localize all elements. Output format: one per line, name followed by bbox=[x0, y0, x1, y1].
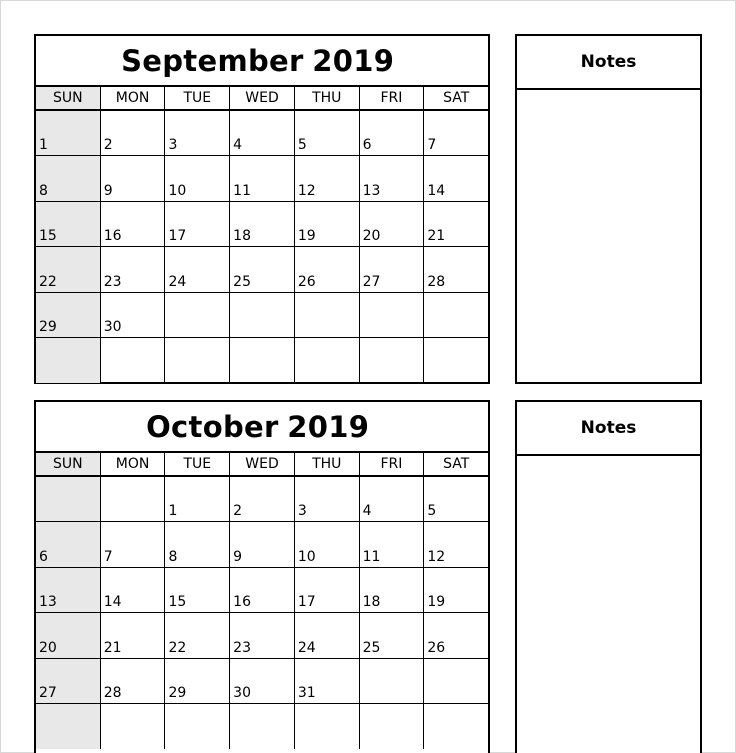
day-cell[interactable] bbox=[294, 522, 359, 566]
day-cell[interactable] bbox=[294, 156, 359, 200]
notes-panel-september bbox=[515, 34, 702, 384]
day-number: 27 bbox=[362, 273, 381, 290]
day-cell[interactable] bbox=[359, 156, 424, 200]
day-cell[interactable] bbox=[359, 659, 424, 703]
day-number: 14 bbox=[427, 182, 446, 199]
day-cell[interactable] bbox=[100, 338, 165, 383]
day-number: 22 bbox=[39, 273, 57, 290]
day-cell[interactable] bbox=[164, 522, 229, 566]
day-cell[interactable] bbox=[36, 613, 100, 657]
day-cell[interactable] bbox=[423, 477, 488, 521]
day-number: 4 bbox=[362, 503, 372, 520]
day-number: 6 bbox=[39, 548, 48, 565]
calendar-title bbox=[36, 36, 488, 87]
weekday-mon: MON bbox=[100, 453, 165, 475]
day-cell[interactable] bbox=[100, 247, 165, 291]
day-number: 1 bbox=[168, 503, 178, 520]
day-cell[interactable] bbox=[36, 659, 100, 703]
day-cell[interactable] bbox=[164, 247, 229, 291]
day-cell[interactable] bbox=[229, 111, 294, 155]
day-cell[interactable] bbox=[100, 659, 165, 703]
day-number: 29 bbox=[168, 684, 187, 701]
day-number: 7 bbox=[103, 548, 113, 565]
day-number: 30 bbox=[233, 684, 251, 701]
day-number: 3 bbox=[168, 137, 178, 154]
week-row bbox=[36, 613, 488, 658]
week-row bbox=[36, 659, 488, 704]
notes-area[interactable] bbox=[517, 456, 700, 753]
day-cell[interactable] bbox=[294, 704, 359, 749]
day-number: 22 bbox=[168, 639, 187, 656]
weekday-mon: MON bbox=[100, 87, 165, 109]
month-name: September bbox=[121, 44, 304, 78]
day-number: 9 bbox=[103, 182, 113, 199]
day-cell[interactable] bbox=[100, 522, 165, 566]
day-cell[interactable] bbox=[164, 202, 229, 246]
day-cell[interactable] bbox=[36, 477, 100, 521]
day-number: 5 bbox=[297, 137, 307, 154]
day-number: 26 bbox=[427, 639, 446, 656]
day-number: 16 bbox=[233, 594, 251, 611]
day-cell[interactable] bbox=[294, 659, 359, 703]
weekday-tue: TUE bbox=[164, 87, 229, 109]
day-cell[interactable] bbox=[164, 477, 229, 521]
day-cell[interactable] bbox=[294, 293, 359, 337]
day-cell[interactable] bbox=[229, 613, 294, 657]
weekday-header-row bbox=[36, 87, 488, 111]
day-cell[interactable] bbox=[423, 613, 488, 657]
day-cell[interactable] bbox=[359, 704, 424, 749]
day-number: 12 bbox=[297, 182, 316, 199]
week-row bbox=[36, 522, 488, 567]
day-number: 31 bbox=[297, 684, 316, 701]
day-cell[interactable] bbox=[294, 613, 359, 657]
day-number: 7 bbox=[427, 137, 437, 154]
day-number: 12 bbox=[427, 548, 446, 565]
notes-title: Notes bbox=[517, 402, 700, 456]
weekday-sat: SAT bbox=[423, 453, 488, 475]
day-number: 19 bbox=[427, 594, 446, 611]
day-number: 5 bbox=[427, 503, 437, 520]
day-number: 24 bbox=[297, 639, 316, 656]
weekday-wed: WED bbox=[229, 87, 294, 109]
calendar-october bbox=[34, 400, 490, 753]
day-number: 21 bbox=[427, 228, 446, 245]
day-number: 16 bbox=[103, 228, 122, 245]
day-number: 8 bbox=[39, 182, 48, 199]
day-cell[interactable] bbox=[229, 156, 294, 200]
week-row bbox=[36, 247, 488, 292]
day-cell[interactable] bbox=[229, 704, 294, 749]
day-cell[interactable] bbox=[100, 293, 165, 337]
day-cell[interactable] bbox=[229, 202, 294, 246]
notes-panel-october bbox=[515, 400, 702, 753]
day-cell[interactable] bbox=[36, 568, 100, 612]
day-number: 9 bbox=[233, 548, 243, 565]
day-cell[interactable] bbox=[359, 613, 424, 657]
day-cell[interactable] bbox=[294, 111, 359, 155]
day-number: 19 bbox=[297, 228, 316, 245]
day-number: 11 bbox=[233, 182, 251, 199]
day-cell[interactable] bbox=[229, 522, 294, 566]
day-number: 23 bbox=[233, 639, 251, 656]
day-number: 18 bbox=[362, 594, 381, 611]
day-number: 11 bbox=[362, 548, 381, 565]
day-cell[interactable] bbox=[36, 293, 100, 337]
day-cell[interactable] bbox=[423, 568, 488, 612]
day-cell[interactable] bbox=[36, 156, 100, 200]
weekday-sun: SUN bbox=[36, 87, 100, 109]
day-cell[interactable] bbox=[229, 477, 294, 521]
weekday-sat: SAT bbox=[423, 87, 488, 109]
day-cell[interactable] bbox=[423, 522, 488, 566]
day-cell[interactable] bbox=[229, 293, 294, 337]
day-cell[interactable] bbox=[423, 704, 488, 749]
day-number: 26 bbox=[297, 273, 316, 290]
week-row bbox=[36, 156, 488, 201]
day-number: 13 bbox=[362, 182, 381, 199]
day-number: 28 bbox=[103, 684, 122, 701]
day-number: 10 bbox=[297, 548, 316, 565]
day-cell[interactable] bbox=[164, 568, 229, 612]
day-cell[interactable] bbox=[359, 477, 424, 521]
day-cell[interactable] bbox=[359, 522, 424, 566]
week-row bbox=[36, 477, 488, 522]
day-number: 23 bbox=[103, 273, 122, 290]
day-number: 3 bbox=[297, 503, 307, 520]
weekday-fri: FRI bbox=[359, 87, 424, 109]
day-cell[interactable] bbox=[294, 247, 359, 291]
weekday-header-row bbox=[36, 453, 488, 477]
day-cell[interactable] bbox=[294, 338, 359, 383]
day-cell[interactable] bbox=[294, 202, 359, 246]
day-cell[interactable] bbox=[359, 293, 424, 337]
day-cell[interactable] bbox=[423, 111, 488, 155]
week-row bbox=[36, 704, 488, 749]
day-cell[interactable] bbox=[229, 568, 294, 612]
day-cell[interactable] bbox=[100, 477, 165, 521]
day-cell[interactable] bbox=[423, 659, 488, 703]
day-number: 10 bbox=[168, 182, 187, 199]
day-cell[interactable] bbox=[359, 247, 424, 291]
day-number: 20 bbox=[39, 639, 57, 656]
day-number: 8 bbox=[168, 548, 178, 565]
day-number: 25 bbox=[233, 273, 251, 290]
day-number: 13 bbox=[39, 594, 57, 611]
day-number: 15 bbox=[168, 594, 187, 611]
day-cell[interactable] bbox=[164, 293, 229, 337]
day-cell[interactable] bbox=[164, 156, 229, 200]
day-cell[interactable] bbox=[36, 704, 100, 749]
notes-title: Notes bbox=[517, 36, 700, 90]
weekday-fri: FRI bbox=[359, 453, 424, 475]
day-cell[interactable] bbox=[423, 202, 488, 246]
day-cell[interactable] bbox=[36, 202, 100, 246]
day-cell[interactable] bbox=[36, 338, 100, 383]
day-number: 15 bbox=[39, 228, 57, 245]
day-cell[interactable] bbox=[229, 338, 294, 383]
day-cell[interactable] bbox=[164, 613, 229, 657]
day-cell[interactable] bbox=[294, 568, 359, 612]
day-number: 1 bbox=[39, 137, 48, 154]
day-number: 21 bbox=[103, 639, 122, 656]
day-number: 2 bbox=[233, 503, 243, 520]
day-cell[interactable] bbox=[164, 659, 229, 703]
day-number: 27 bbox=[39, 684, 57, 701]
day-cell[interactable] bbox=[164, 338, 229, 383]
week-row bbox=[36, 293, 488, 338]
day-cell[interactable] bbox=[423, 293, 488, 337]
day-cell[interactable] bbox=[100, 202, 165, 246]
week-row bbox=[36, 338, 488, 383]
day-number: 20 bbox=[362, 228, 381, 245]
day-number: 4 bbox=[233, 137, 243, 154]
day-cell[interactable] bbox=[36, 247, 100, 291]
day-cell[interactable] bbox=[229, 247, 294, 291]
day-number: 25 bbox=[362, 639, 381, 656]
day-number: 6 bbox=[362, 137, 372, 154]
day-number: 2 bbox=[103, 137, 113, 154]
day-number: 17 bbox=[168, 228, 187, 245]
day-number: 18 bbox=[233, 228, 251, 245]
day-number: 28 bbox=[427, 273, 446, 290]
day-number: 14 bbox=[103, 594, 122, 611]
week-row bbox=[36, 568, 488, 613]
year: 2019 bbox=[312, 44, 395, 78]
day-cell[interactable] bbox=[100, 568, 165, 612]
weekday-tue: TUE bbox=[164, 453, 229, 475]
day-cell[interactable] bbox=[100, 704, 165, 749]
day-cell[interactable] bbox=[294, 477, 359, 521]
day-cell[interactable] bbox=[36, 522, 100, 566]
day-number: 29 bbox=[39, 318, 57, 335]
day-cell[interactable] bbox=[359, 568, 424, 612]
month-name: October bbox=[146, 410, 279, 444]
day-cell[interactable] bbox=[36, 111, 100, 155]
weekday-sun: SUN bbox=[36, 453, 100, 475]
day-cell[interactable] bbox=[229, 659, 294, 703]
day-number: 17 bbox=[297, 594, 316, 611]
week-row bbox=[36, 111, 488, 156]
day-number: 30 bbox=[103, 318, 122, 335]
day-cell[interactable] bbox=[423, 247, 488, 291]
day-cell[interactable] bbox=[100, 613, 165, 657]
day-cell[interactable] bbox=[100, 156, 165, 200]
day-cell[interactable] bbox=[423, 156, 488, 200]
day-cell[interactable] bbox=[100, 111, 165, 155]
day-cell[interactable] bbox=[359, 338, 424, 383]
day-cell[interactable] bbox=[359, 111, 424, 155]
day-number: 24 bbox=[168, 273, 187, 290]
calendar-september bbox=[34, 34, 490, 384]
year: 2019 bbox=[287, 410, 370, 444]
calendar-title bbox=[36, 402, 488, 453]
day-cell[interactable] bbox=[423, 338, 488, 383]
weekday-thu: THU bbox=[294, 87, 359, 109]
day-cell[interactable] bbox=[164, 704, 229, 749]
day-cell[interactable] bbox=[359, 202, 424, 246]
week-row bbox=[36, 202, 488, 247]
notes-area[interactable] bbox=[517, 90, 700, 382]
weekday-thu: THU bbox=[294, 453, 359, 475]
day-cell[interactable] bbox=[164, 111, 229, 155]
weekday-wed: WED bbox=[229, 453, 294, 475]
